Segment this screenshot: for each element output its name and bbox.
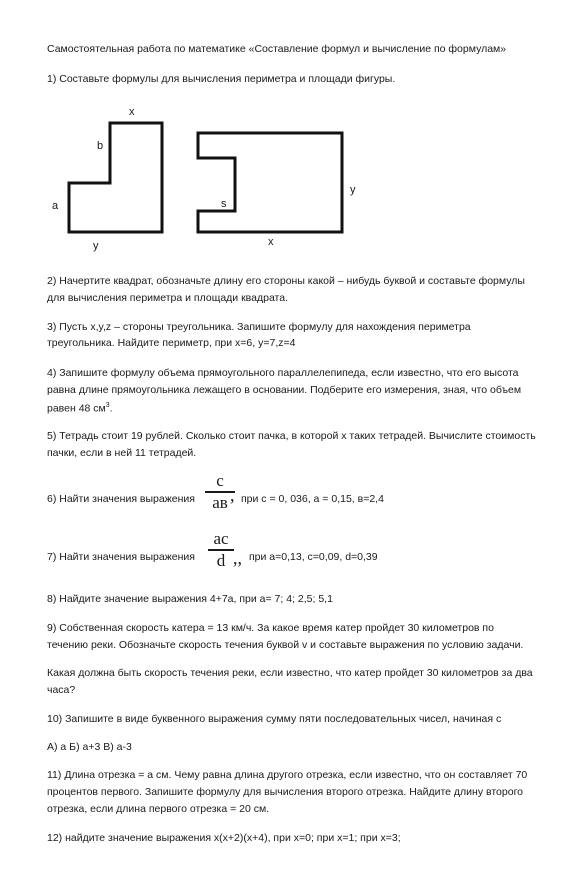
label-a: a	[52, 200, 59, 212]
figures-svg	[0, 0, 576, 260]
task-3-line-2: треугольника. Найдите периметр, при x=6, y=7,z=4	[47, 337, 296, 349]
task-6-values: при с = 0, 036, а = 0,15, в=2,4	[241, 493, 384, 505]
label-y-bottom: y	[93, 240, 99, 252]
fraction-7-commas: ,,	[233, 548, 242, 568]
task-6-text: 6) Найти значения выражения	[47, 493, 195, 505]
task-9-line-1: 9) Собственная скорость катера = 13 км/ч. За какое время катер пройдет 30 километров по	[47, 622, 494, 634]
task-9-line-3: Какая должна быть скорость течения реки, если известно, что катер пройдет 30 километров за два	[47, 667, 533, 679]
task-4-line-1: 4) Запишите формулу объема прямоугольного параллелепипеда, если известно, что его высота	[47, 367, 519, 379]
task-9-line-4: часа?	[47, 684, 76, 696]
task-11-line-2: процентов первого. Запишите формулу для вычисления второго отрезка. Найдите длину второго	[47, 786, 524, 798]
task-9-line-2: течению реки. Обозначьте скорость течения буквой v и составьте выражения по условию задачи.	[47, 639, 524, 651]
task-12: 12) найдите значение выражения x(x+2)(x+4), при x=0; при x=1; при x=3;	[47, 832, 401, 844]
task-1: 1) Составьте формулы для вычисления периметра и площади фигуры.	[47, 73, 396, 85]
label-x-top: x	[129, 106, 135, 118]
task-8: 8) Найдите значение выражения 4+7а, при а= 7; 4; 2,5; 5,1	[47, 593, 333, 605]
task-5-line-2: пачки, если в ней 11 тетрадей.	[47, 447, 197, 459]
label-s: s	[221, 198, 227, 210]
label-b: b	[97, 140, 104, 152]
task-7-values: при a=0,13, c=0,09, d=0,39	[249, 551, 378, 563]
task-4-period: .	[109, 402, 113, 415]
task-4-line-3-text: равен 48 см	[47, 402, 106, 415]
task-10-options: А) а Б) а+3 В) а-3	[47, 741, 132, 753]
fraction-7-numerator: ac	[213, 529, 229, 548]
fraction-6-comma: ,	[230, 485, 235, 505]
task-2-line-2: для вычисления периметра и площади квадрата.	[47, 292, 289, 304]
task-2-line-1: 2) Начертите квадрат, обозначьте длину его стороны какой – нибудь буквой и составьте формулы	[47, 275, 525, 287]
task-3-line-1: 3) Пусть x,y,z – стороны треугольника. Запишите формулу для нахождения периметра	[47, 321, 471, 333]
label-x-bottom: x	[268, 236, 274, 248]
task-11-line-3: отрезка, если длина первого отрезка = 20 см.	[47, 803, 270, 815]
c-shape-figure	[198, 133, 342, 232]
fraction-7-denominator: d	[216, 550, 226, 570]
fraction-6-numerator: с	[216, 471, 224, 490]
page-title: Самостоятельная работа по математике «Составление формул и вычисление по формулам»	[47, 43, 507, 55]
task-10: 10) Запишите в виде буквенного выражения сумму пяти последовательных чисел, начиная с	[47, 713, 502, 725]
fraction-ac-over-d	[208, 529, 234, 571]
cubic-superscript: 3	[105, 402, 110, 409]
task-5-line-1: 5) Тетрадь стоит 19 рублей. Сколько стоит пачка, в которой х таких тетрадей. Вычислите стоимость	[47, 430, 536, 442]
task-11-line-1: 11) Длина отрезка = а см. Чему равна длина другого отрезка, если известно, что он составляет 70	[47, 769, 528, 781]
label-y-right: y	[350, 184, 356, 196]
task-7-text: 7) Найти значения выражения	[47, 551, 195, 563]
task-4-line-3	[47, 398, 113, 417]
fraction-6-denominator: ав	[212, 492, 228, 512]
l-shape-figure	[69, 123, 162, 232]
task-4-line-2: равна длине прямоугольника лежащего в основании. Подберите его измерения, зная, что объем	[47, 384, 522, 396]
